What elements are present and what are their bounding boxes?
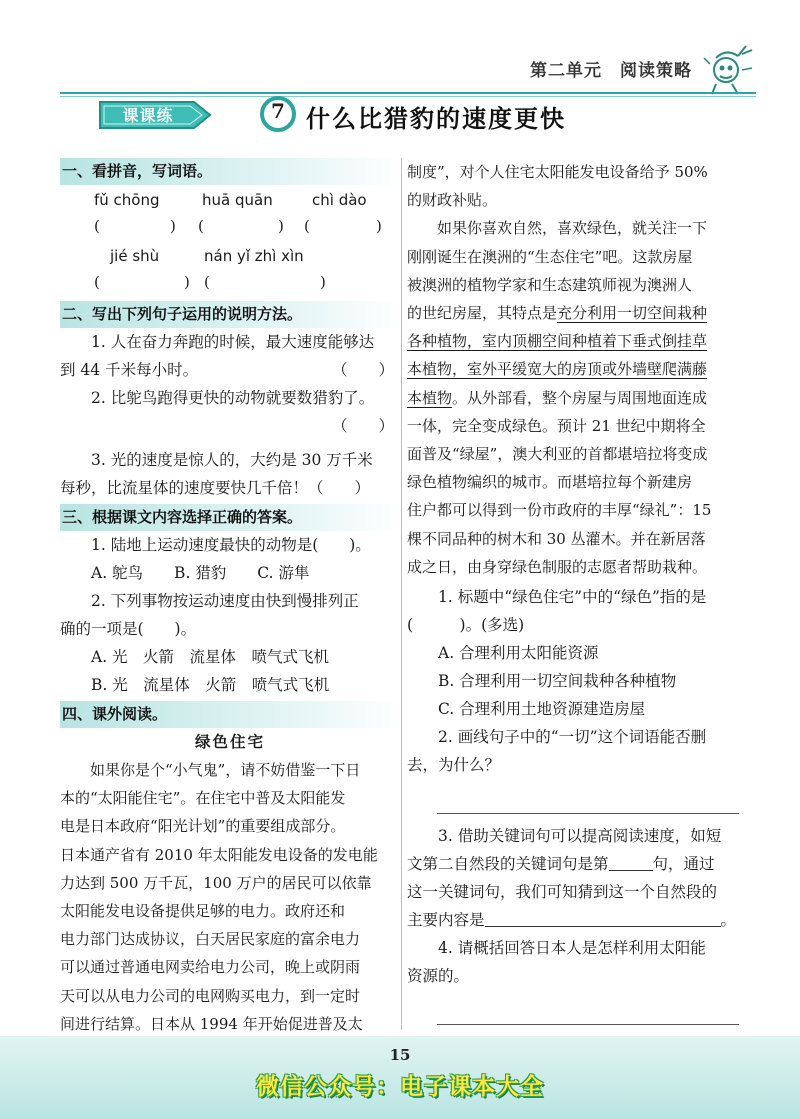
section-heading-3: 三、根据课文内容选择正确的答案。 — [60, 504, 400, 531]
lesson-badge: 课课练 — [122, 106, 174, 125]
pinyin: fǔ chōng — [94, 191, 160, 209]
article-line: 间进行结算。日本从 1994 年开始促进普及太 — [60, 1014, 363, 1033]
answer-blank[interactable] — [609, 855, 653, 871]
answer-blank[interactable] — [485, 911, 721, 927]
question-text: 4. 请概括回答日本人是怎样利用太阳能 — [438, 939, 706, 958]
article-line: 一体，完全变成绿色。预计 21 世纪中期将全 — [407, 416, 706, 435]
column-divider — [401, 158, 402, 1030]
section-heading-1: 一、看拼音，写词语。 — [60, 158, 400, 185]
left-column — [60, 158, 400, 1066]
paren: ( — [198, 217, 204, 235]
answer-paren[interactable]: （ ） — [331, 361, 394, 379]
article-line: 太阳能发电设备提供足够的电力。政府还和 — [60, 902, 346, 921]
underlined-sentence: 各种植物，室内顶棚空间种植着下垂式倒挂草 — [407, 332, 708, 351]
pinyin: jié shù — [110, 247, 160, 265]
article-line: 本的“太阳能住宅”。在住宅中普及太阳能发 — [60, 789, 346, 808]
question-text — [407, 850, 745, 878]
article-text: 。从外部看，整个房屋与周围地面连成 — [452, 388, 708, 407]
article-line: 面普及“绿屋”，澳大利亚的首都堪培拉将变成 — [407, 445, 708, 464]
underlined-sentence: 充分利用一切空间栽种 — [557, 304, 708, 323]
paren: ) — [170, 217, 176, 235]
article-line: 电力部门达成协议，白天居民家庭的富余电力 — [60, 930, 361, 949]
question-text — [407, 906, 745, 934]
article-paragraph-1-cont — [407, 158, 745, 214]
question-text-part: 句，通过 — [652, 855, 715, 874]
question-text-part: 主要内容是 — [407, 911, 485, 930]
answer-parens-row-1[interactable] — [60, 217, 400, 241]
answer-option-b[interactable]: B. 光 流星体 火箭 喷气式飞机 — [91, 676, 330, 694]
article-line: 可以通过普通电网卖给电力公司，晚上或阴雨 — [60, 958, 361, 977]
article-line: 天可以从电力公司的电网购买电力，到一定时 — [60, 986, 361, 1005]
question-line — [60, 356, 400, 384]
paren: ) — [320, 273, 326, 291]
question-text-part: 文第二自然段的关键词句是第 — [407, 855, 609, 874]
paren: ) — [376, 217, 382, 235]
paren: ( — [204, 273, 210, 291]
article-line: 被澳洲的植物学家和生态建筑师视为澳洲人 — [407, 275, 693, 294]
question-text: 这一关键词句，我们可知猜到这一个自然段的 — [407, 883, 718, 902]
article-line: 日本通产省有 2010 年太阳能发电设备的发电能 — [60, 845, 378, 864]
section-heading-2: 二、写出下列句子运用的说明方法。 — [60, 301, 400, 328]
article-line: 绿色植物编织的城市。而堪培拉每个新建房 — [407, 473, 693, 492]
answer-option-a[interactable]: A. 光 火箭 流星体 喷气式飞机 — [91, 648, 330, 666]
paren: ) — [278, 217, 284, 235]
article-paragraph-1 — [60, 756, 400, 1066]
answer-option-a[interactable]: A. 合理利用太阳能资源 — [438, 644, 599, 663]
question-text: 每秒，比流星体的速度要快几千倍！（ ） — [60, 479, 371, 497]
question-line — [60, 412, 400, 440]
question-text: 到 44 千米每小时。 — [60, 361, 199, 379]
pinyin: huā quān — [202, 191, 273, 209]
question-text: 3. 光的速度是惊人的，大约是 30 万千米 — [91, 451, 373, 469]
question-text: 2. 下列事物按运动速度由快到慢排列正 — [91, 592, 359, 610]
article-line: 电是日本政府“阳光计划”的重要组成部分。 — [60, 817, 346, 836]
pinyin: chì dào — [312, 191, 367, 209]
page-number: 15 — [389, 1046, 411, 1064]
article-line: 力达到 500 万千瓦，100 万户的居民可以依靠 — [60, 873, 372, 892]
wechat-watermark: 微信公众号：电子课本大全 — [256, 1074, 544, 1100]
article-line: 住户都可以得到一份市政府的丰厚“绿礼”：15 — [407, 501, 712, 520]
pinyin: nán yǐ zhì xìn — [204, 247, 304, 265]
article-line: 成之日，由身穿绿色制服的志愿者帮助栽种。 — [407, 557, 708, 576]
article-line — [407, 299, 745, 327]
article-line: 制度”，对个人住宅太阳能发电设备给予 50% — [407, 163, 708, 181]
underlined-sentence: 本植物，室外平缓宽大的房顶或外墙壁爬满藤 — [407, 360, 708, 379]
header-rule-thin — [60, 96, 756, 97]
article-text: 的世纪房屋，其特点是 — [407, 304, 558, 323]
lesson-number-badge — [258, 94, 298, 134]
pinyin-row-1 — [60, 191, 400, 217]
article-line — [407, 384, 745, 412]
answer-option-c[interactable]: C. 合理利用土地资源建造房屋 — [438, 700, 646, 719]
article-line: 棵不同品种的树木和 30 丛灌木。并在新居落 — [407, 529, 706, 548]
article-line: 如果你是个“小气鬼”，请不妨借鉴一下日 — [90, 761, 361, 779]
paren: ( — [94, 273, 100, 291]
paren: ( — [304, 217, 310, 235]
question-text: 资源的。 — [407, 967, 470, 986]
answer-option-b[interactable]: B. 合理利用一切空间栽种各种植物 — [438, 672, 677, 691]
question-text: ( )。(多选) — [407, 616, 525, 635]
paren: ( — [94, 217, 100, 235]
question-text: 3. 借助关键词句可以提高阅读速度，如短 — [438, 827, 722, 846]
paren: ) — [184, 273, 190, 291]
question-text: 1. 标题中“绿色住宅”中的“绿色”指的是 — [438, 588, 707, 607]
mascot-icon — [702, 40, 756, 100]
question-text: 2. 比鸵鸟跑得更快的动物就要数猎豹了。 — [91, 389, 375, 407]
article-line: 刚刚诞生在澳洲的“生态住宅”吧。这款房屋 — [407, 247, 693, 266]
article-line: 如果你喜欢自然，喜欢绿色，就关注一下 — [437, 219, 708, 238]
article-paragraph-2 — [407, 214, 745, 581]
article-title: 绿色住宅 — [194, 733, 265, 751]
question-text: 2. 画线句子中的“一切”这个词语能否删 — [438, 728, 707, 747]
header-rule — [60, 92, 756, 94]
lesson-number: 7 — [271, 99, 285, 123]
answer-options[interactable]: A. 鸵鸟 B. 猎豹 C. 游隼 — [91, 564, 310, 582]
section-heading-4: 四、课外阅读。 — [60, 701, 400, 728]
article-line: 的财政补贴。 — [407, 191, 498, 210]
question-text-part: 。 — [720, 911, 737, 930]
answer-paren[interactable]: （ ） — [331, 417, 394, 435]
lesson-title: 什么比猎豹的速度更快 — [306, 105, 566, 133]
unit-title: 第二单元 阅读策略 — [530, 61, 692, 81]
question-text: 去，为什么？ — [407, 756, 501, 775]
right-column — [407, 158, 745, 1060]
pinyin-row-2 — [60, 247, 400, 273]
answer-parens-row-2[interactable] — [60, 273, 400, 297]
question-text: 确的一项是( )。 — [60, 620, 197, 638]
question-text: 1. 陆地上运动速度最快的动物是( )。 — [91, 536, 371, 554]
underlined-sentence: 本植物 — [407, 388, 453, 407]
question-text: 1. 人在奋力奔跑的时候，最大速度能够达 — [91, 333, 375, 351]
